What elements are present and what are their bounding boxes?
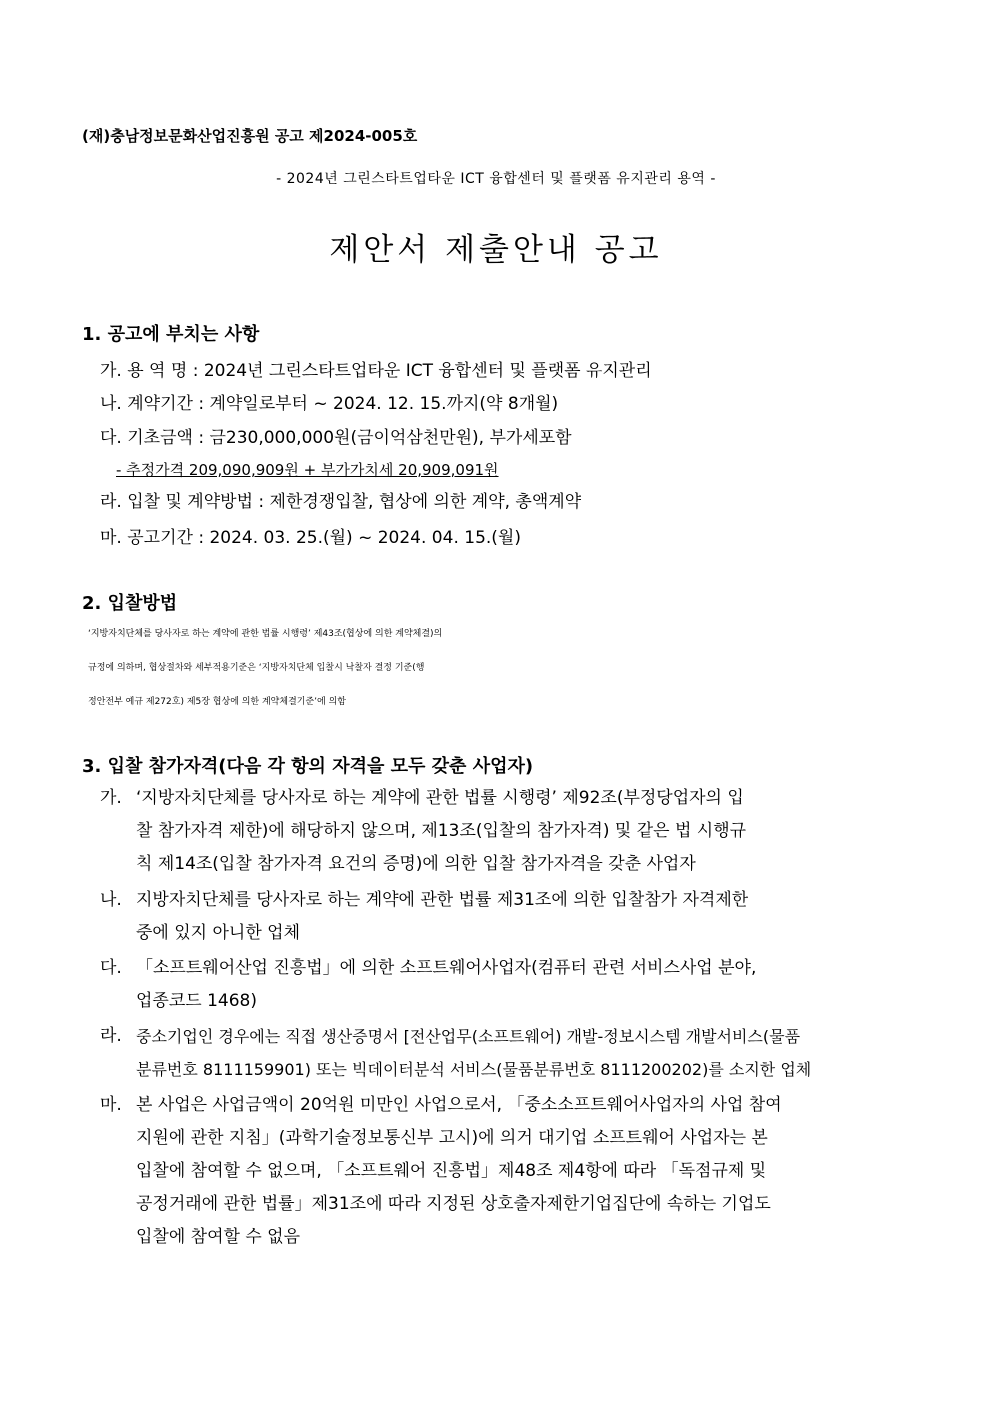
section-2-line: 규정에 의하며, 협상절차와 세부적용기준은 ‘지방자치단체 입찰시 낙찰자 결정 기준(행 bbox=[88, 663, 425, 673]
section-1-estimated-price: - 추정가격 209,090,909원 + 부가가치세 20,909,091원 bbox=[116, 461, 499, 479]
section-3-item-da bbox=[100, 952, 912, 1018]
section-1-item-da: 다. 기초금액 : 금230,000,000원(금이억삼천만원), 부가세포함 bbox=[100, 428, 572, 448]
section-1-item-ra: 라. 입찰 및 계약방법 : 제한경쟁입찰, 협상에 의한 계약, 총액계약 bbox=[100, 492, 582, 512]
item-line: 분류번호 8111159901) 또는 빅데이터분석 서비스(물품분류번호 8111200202)를 소지한 업체 bbox=[136, 1060, 812, 1079]
item-marker: 마. bbox=[100, 1095, 122, 1115]
item-line: 지원에 관한 지침」(과학기술정보통신부 고시)에 의거 대기업 소프트웨어 사업자는 본 bbox=[136, 1128, 768, 1148]
item-line: 본 사업은 사업금액이 20억원 미만인 사업으로서, 「중소소프트웨어사업자의 사업 참여 bbox=[136, 1095, 782, 1115]
item-line: 지방자치단체를 당사자로 하는 계약에 관한 법률 제31조에 의한 입찰참가 자격제한 bbox=[136, 890, 749, 910]
section-3-item-ma bbox=[100, 1089, 912, 1254]
item-line: 업종코드 1468) bbox=[136, 991, 257, 1011]
section-1-heading: 1. 공고에 부치는 사항 bbox=[82, 324, 260, 345]
section-1-item-ma: 마. 공고기간 : 2024. 03. 25.(월) ~ 2024. 04. 15.(월) bbox=[100, 528, 521, 548]
project-subtitle: - 2024년 그린스타트업타운 ICT 융합센터 및 플랫폼 유지관리 용역 - bbox=[276, 171, 716, 187]
item-line: 입찰에 참여할 수 없음 bbox=[136, 1227, 301, 1247]
section-3-item-na bbox=[100, 884, 912, 950]
section-3-heading: 3. 입찰 참가자격(다음 각 항의 자격을 모두 갖춘 사업자) bbox=[82, 756, 534, 777]
section-1-item-na: 나. 계약기간 : 계약일로부터 ~ 2024. 12. 15.까지(약 8개월) bbox=[100, 394, 559, 414]
section-2-line: 정안전부 예규 제272호) 제5장 협상에 의한 계약체결기준’에 의함 bbox=[88, 697, 346, 707]
item-line: 칙 제14조(입찰 참가자격 요건의 증명)에 의한 입찰 참가자격을 갖춘 사업자 bbox=[136, 854, 696, 874]
item-marker: 라. bbox=[100, 1026, 122, 1046]
item-line: 「소프트웨어산업 진흥법」에 의한 소프트웨어사업자(컴퓨터 관련 서비스사업 분야, bbox=[136, 958, 757, 978]
section-2-paragraph bbox=[88, 617, 918, 719]
item-line: ‘지방자치단체를 당사자로 하는 계약에 관한 법률 시행령’ 제92조(부정당업자의 입 bbox=[136, 788, 744, 808]
item-marker: 다. bbox=[100, 958, 122, 978]
item-line: 공정거래에 관한 법률」제31조에 따라 지정된 상호출자제한기업집단에 속하는 기업도 bbox=[136, 1194, 771, 1214]
notice-number: (재)충남정보문화산업진흥원 공고 제2024-005호 bbox=[82, 127, 418, 145]
section-1-item-ga: 가. 용 역 명 : 2024년 그린스타트업타운 ICT 융합센터 및 플랫폼 유지관리 bbox=[100, 361, 652, 381]
item-marker: 가. bbox=[100, 788, 122, 808]
item-line: 입찰에 참여할 수 없으며, 「소프트웨어 진흥법」제48조 제4항에 따라 「독점규제 및 bbox=[136, 1161, 767, 1181]
page-title: 제안서 제출안내 공고 bbox=[329, 232, 663, 268]
section-2-heading: 2. 입찰방법 bbox=[82, 593, 178, 614]
item-line: 중소기업인 경우에는 직접 생산증명서 [전산업무(소프트웨어) 개발-정보시스템 개발서비스(물품 bbox=[136, 1027, 801, 1046]
item-line: 찰 참가자격 제한)에 해당하지 않으며, 제13조(입찰의 참가자격) 및 같은 법 시행규 bbox=[136, 821, 747, 841]
item-line: 중에 있지 아니한 업체 bbox=[136, 923, 301, 943]
section-2-line: ‘지방자치단체를 당사자로 하는 계약에 관한 법률 시행령’ 제43조(협상에 의한 계약체결)의 bbox=[88, 629, 443, 639]
section-3-item-ga bbox=[100, 782, 912, 881]
item-marker: 나. bbox=[100, 890, 122, 910]
section-3-item-ra bbox=[100, 1020, 912, 1086]
